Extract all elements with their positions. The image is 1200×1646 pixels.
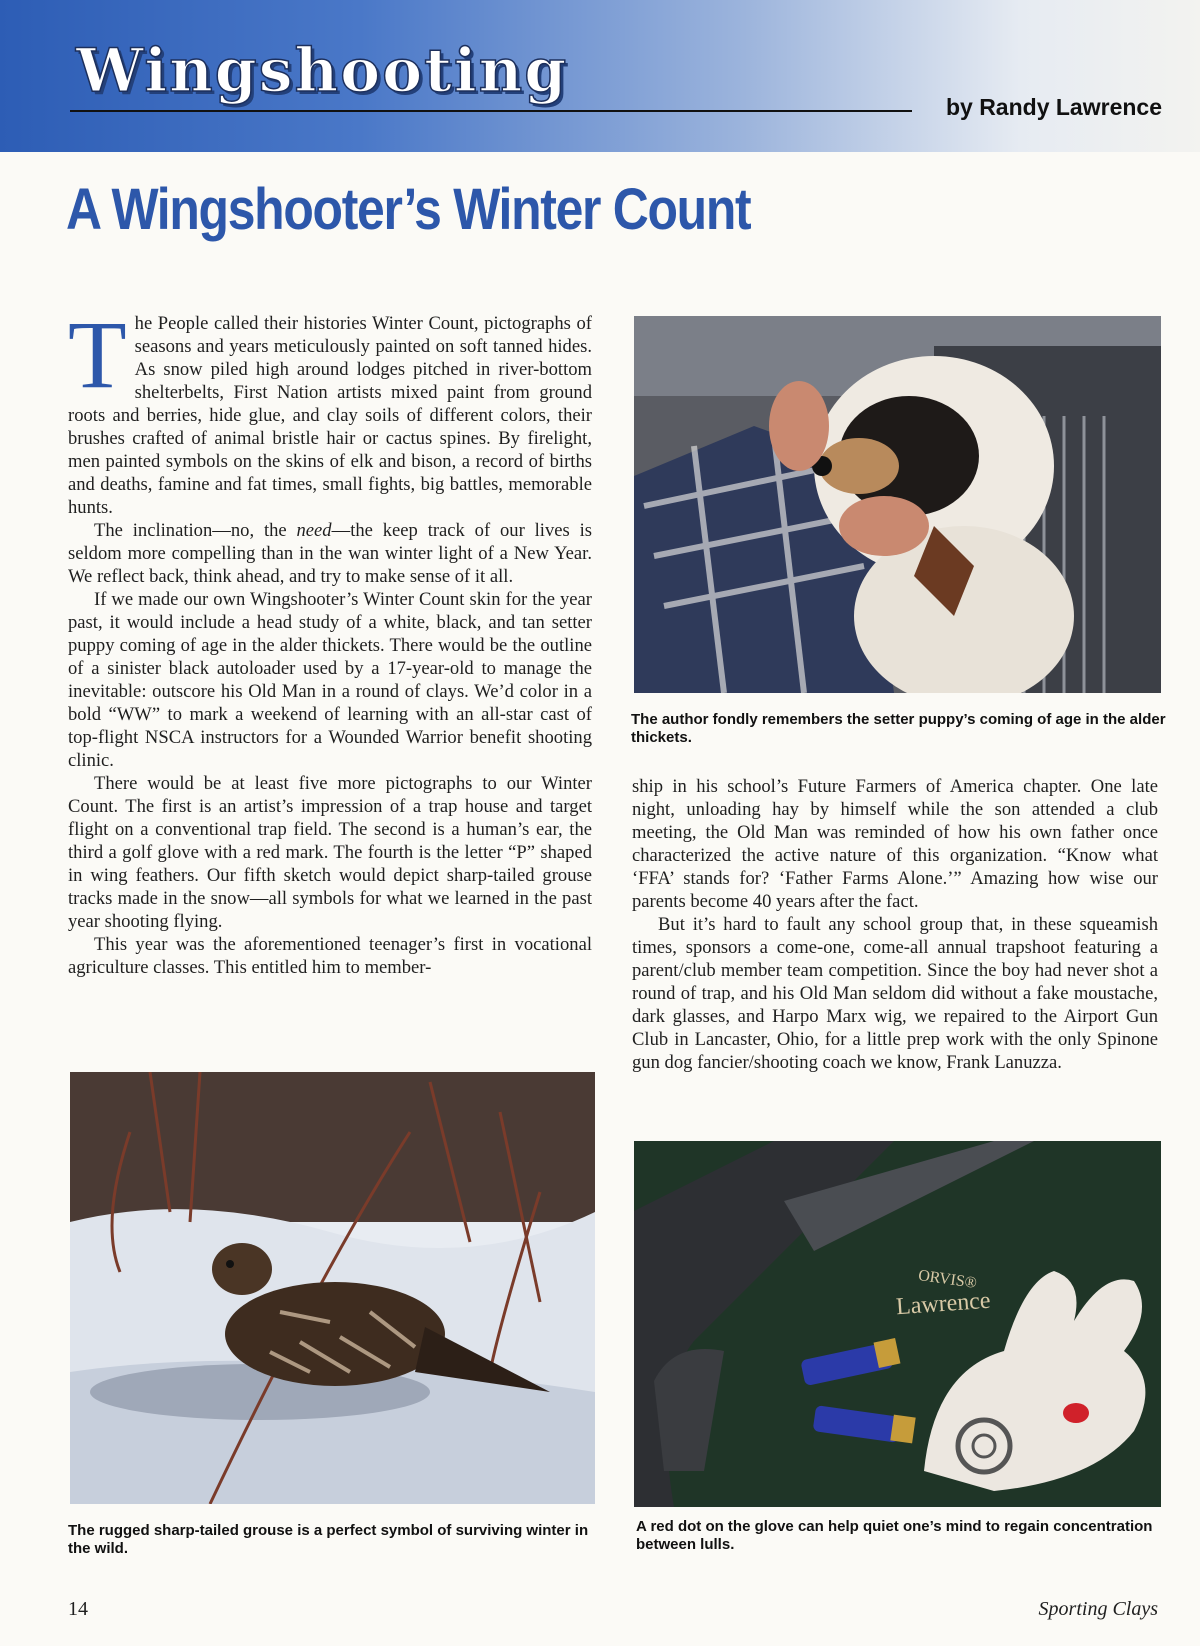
byline: by Randy Lawrence bbox=[945, 94, 1162, 120]
paragraph-6: ship in his school’s Future Farmers of America chapter. One late night, unloading hay by himself while the son attended a club meeting, the Old Man was reminded of how his own father once characterized the active nature of this organization. “Know what ‘FFA’ stands for? ‘Father Farms Alone.’” Amazing how wise our parents become 40 years after the fact. bbox=[632, 776, 1158, 912]
glove-brand-label: ORVIS® bbox=[917, 1266, 978, 1293]
magazine-name: Sporting Clays bbox=[1038, 1598, 1158, 1620]
grouse-caption: The rugged sharp-tailed grouse is a perfect symbol of surviving winter in the wild. bbox=[68, 1522, 589, 1557]
article-body-right bbox=[632, 775, 1158, 1074]
section-title: Wingshooting bbox=[76, 36, 569, 106]
paragraph-5: This year was the aforementioned teenager’s first in vocational agriculture classes. This entitled him to member- bbox=[68, 934, 592, 978]
glove-photo bbox=[634, 1141, 1161, 1507]
setter-puppy-photo bbox=[634, 316, 1161, 693]
paragraph-7: But it’s hard to fault any school group that, in these squeamish times, sponsors a come-one, come-all annual trapshoot featuring a parent/club member team competition. Since the boy had never shot a round of trap, and his Old Man seldom did without a fake moustache, dark glasses, and Harpo Marx wig, we repaired to the Airport Gun Club in Lancaster, Ohio, for a little prep work with the only Spinone gun dog fancier/shooting coach we know, Frank Lanuzza. bbox=[632, 914, 1158, 1073]
paragraph-1 bbox=[68, 301, 592, 519]
glove-name-label: Lawrence bbox=[895, 1287, 992, 1321]
glove-caption: A red dot on the glove can help quiet one’s mind to regain concentration between lulls. bbox=[636, 1518, 1153, 1553]
paragraph-4: There would be at least five more pictographs to our Winter Count. The first is an artist’s impression of a trap house and target flight on a conventional trap field. The second is a human’s ear, the third a golf glove with a red mark. The fourth is the letter “P” shaped in wing feathers. Our fifth sketch would depict sharp-tailed grouse tracks made in the snow—all symbols for what we learned in the past year shooting flying. bbox=[68, 773, 592, 932]
paragraph-2 bbox=[68, 519, 592, 588]
paragraph-2-text-a: The inclination—no, the bbox=[94, 520, 297, 541]
page-number: 14 bbox=[68, 1598, 88, 1620]
article-body-left bbox=[68, 301, 592, 979]
header-rule bbox=[70, 110, 912, 112]
paragraph-2-emphasis: need bbox=[296, 520, 332, 541]
grouse-photo bbox=[70, 1072, 595, 1504]
article-title: A Wingshooter’s Winter Count bbox=[66, 177, 751, 242]
drop-cap: T bbox=[68, 301, 127, 408]
paragraph-3: If we made our own Wingshooter’s Winter Count skin for the year past, it would include a head study of a white, black, and tan setter puppy coming of age in the alder thickets. There would be the outline of a sinister black autoloader used by a 17-year-old to manage the inevitable: outscore his Old Man in a round of clays. We’d color in a bold “WW” to mark a weekend of learning with an all-star cast of top-flight NSCA instructors for a Wounded Warrior benefit shooting clinic. bbox=[68, 589, 592, 771]
paragraph-1-text: he People called their histories Winter Count, pictographs of seasons and years meticulously painted on soft tanned hides. As snow piled high around lodges pitched in river-bottom shelterbelts, First Nation artists mixed paint from ground roots and berries, hide glue, and clay soils of different colors, their brushes crafted of animal bristle hair or cactus spines. By firelight, men painted symbols on the skins of elk and bison, a record of births and deaths, famine and fat times, small fights, big battles, memorable hunts. bbox=[68, 313, 592, 518]
setter-puppy-caption: The author fondly remembers the setter puppy’s coming of age in the alder thickets. bbox=[631, 711, 1166, 746]
paragraph-2-text-b: —the keep track of our lives is seldom more compelling than in the wan winter light of a New Year. We reflect back, think ahead, and try to make sense of it all. bbox=[68, 520, 592, 587]
